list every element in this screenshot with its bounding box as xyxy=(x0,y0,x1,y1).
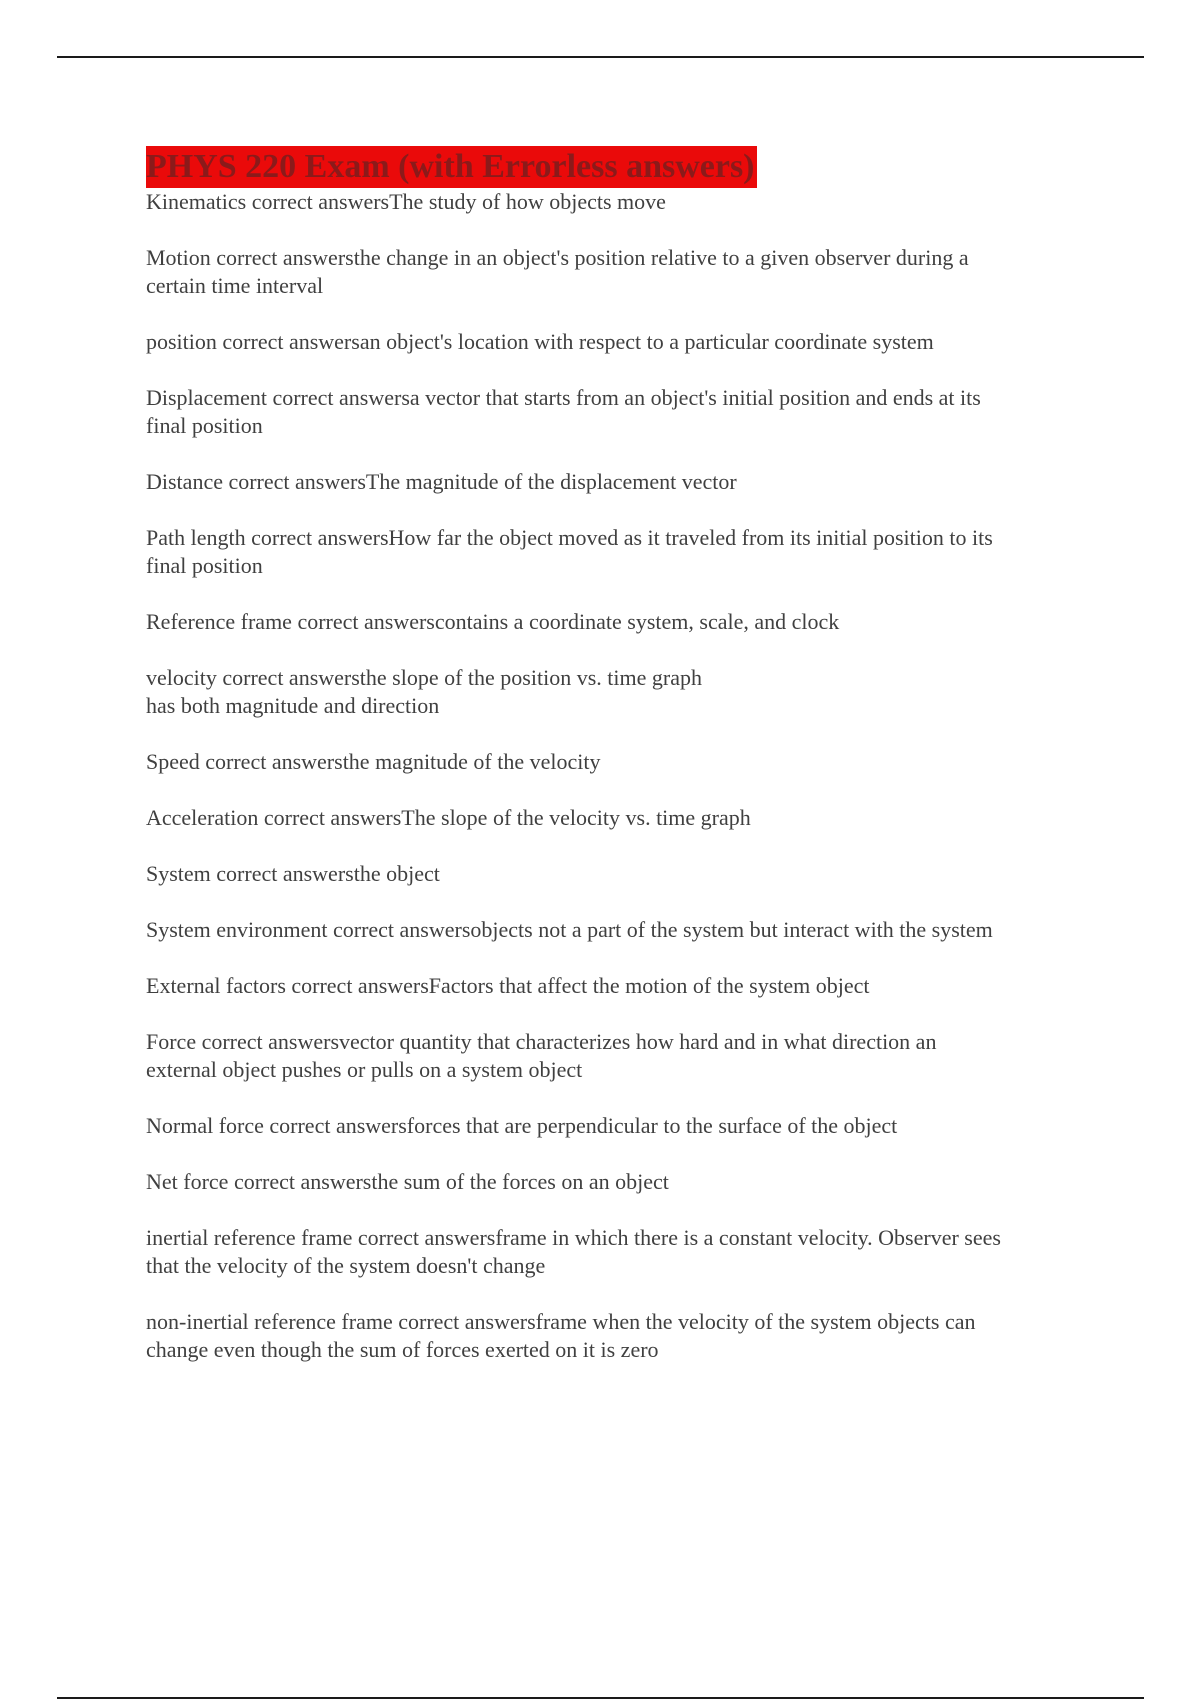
document-title: PHYS 220 Exam (with Errorless answers) xyxy=(146,146,757,188)
qa-entry: non-inertial reference frame correct answersframe when the velocity of the system objects can change even though the sum of forces exerted on it is zero xyxy=(146,1309,976,1362)
qa-entry: Kinematics correct answersThe study of how objects move xyxy=(146,189,666,214)
qa-entry: Displacement correct answersa vector that starts from an object's initial position and ends at its final position xyxy=(146,385,981,438)
qa-entry: Path length correct answersHow far the object moved as it traveled from its initial position to its final position xyxy=(146,525,993,578)
qa-entry: Speed correct answersthe magnitude of the velocity xyxy=(146,749,601,774)
qa-entry: Force correct answersvector quantity that characterizes how hard and in what direction an external object pushes or pulls on a system object xyxy=(146,1029,937,1082)
qa-entry: inertial reference frame correct answersframe in which there is a constant velocity. Observer sees that the velocity of the system doesn't change xyxy=(146,1225,1001,1278)
qa-entry: Acceleration correct answersThe slope of the velocity vs. time graph xyxy=(146,805,751,830)
header-rule xyxy=(57,56,1144,58)
qa-entry: Net force correct answersthe sum of the forces on an object xyxy=(146,1169,669,1194)
qa-entry: Reference frame correct answerscontains a coordinate system, scale, and clock xyxy=(146,609,840,634)
qa-entry: Distance correct answersThe magnitude of the displacement vector xyxy=(146,469,737,494)
qa-entry: position correct answersan object's location with respect to a particular coordinate system xyxy=(146,329,934,354)
qa-entry: System correct answersthe object xyxy=(146,861,440,886)
qa-entry: velocity correct answersthe slope of the position vs. time graph has both magnitude and direction xyxy=(146,665,702,718)
qa-entry: External factors correct answersFactors that affect the motion of the system object xyxy=(146,973,870,998)
footer-rule xyxy=(57,1697,1144,1699)
qa-entry: Normal force correct answersforces that are perpendicular to the surface of the object xyxy=(146,1113,898,1138)
document-body xyxy=(146,146,1096,1392)
qa-entry: System environment correct answersobjects not a part of the system but interact with the system xyxy=(146,917,993,942)
qa-entry: Motion correct answersthe change in an object's position relative to a given observer during a certain time interval xyxy=(146,245,969,298)
qa-list xyxy=(146,188,1096,1364)
